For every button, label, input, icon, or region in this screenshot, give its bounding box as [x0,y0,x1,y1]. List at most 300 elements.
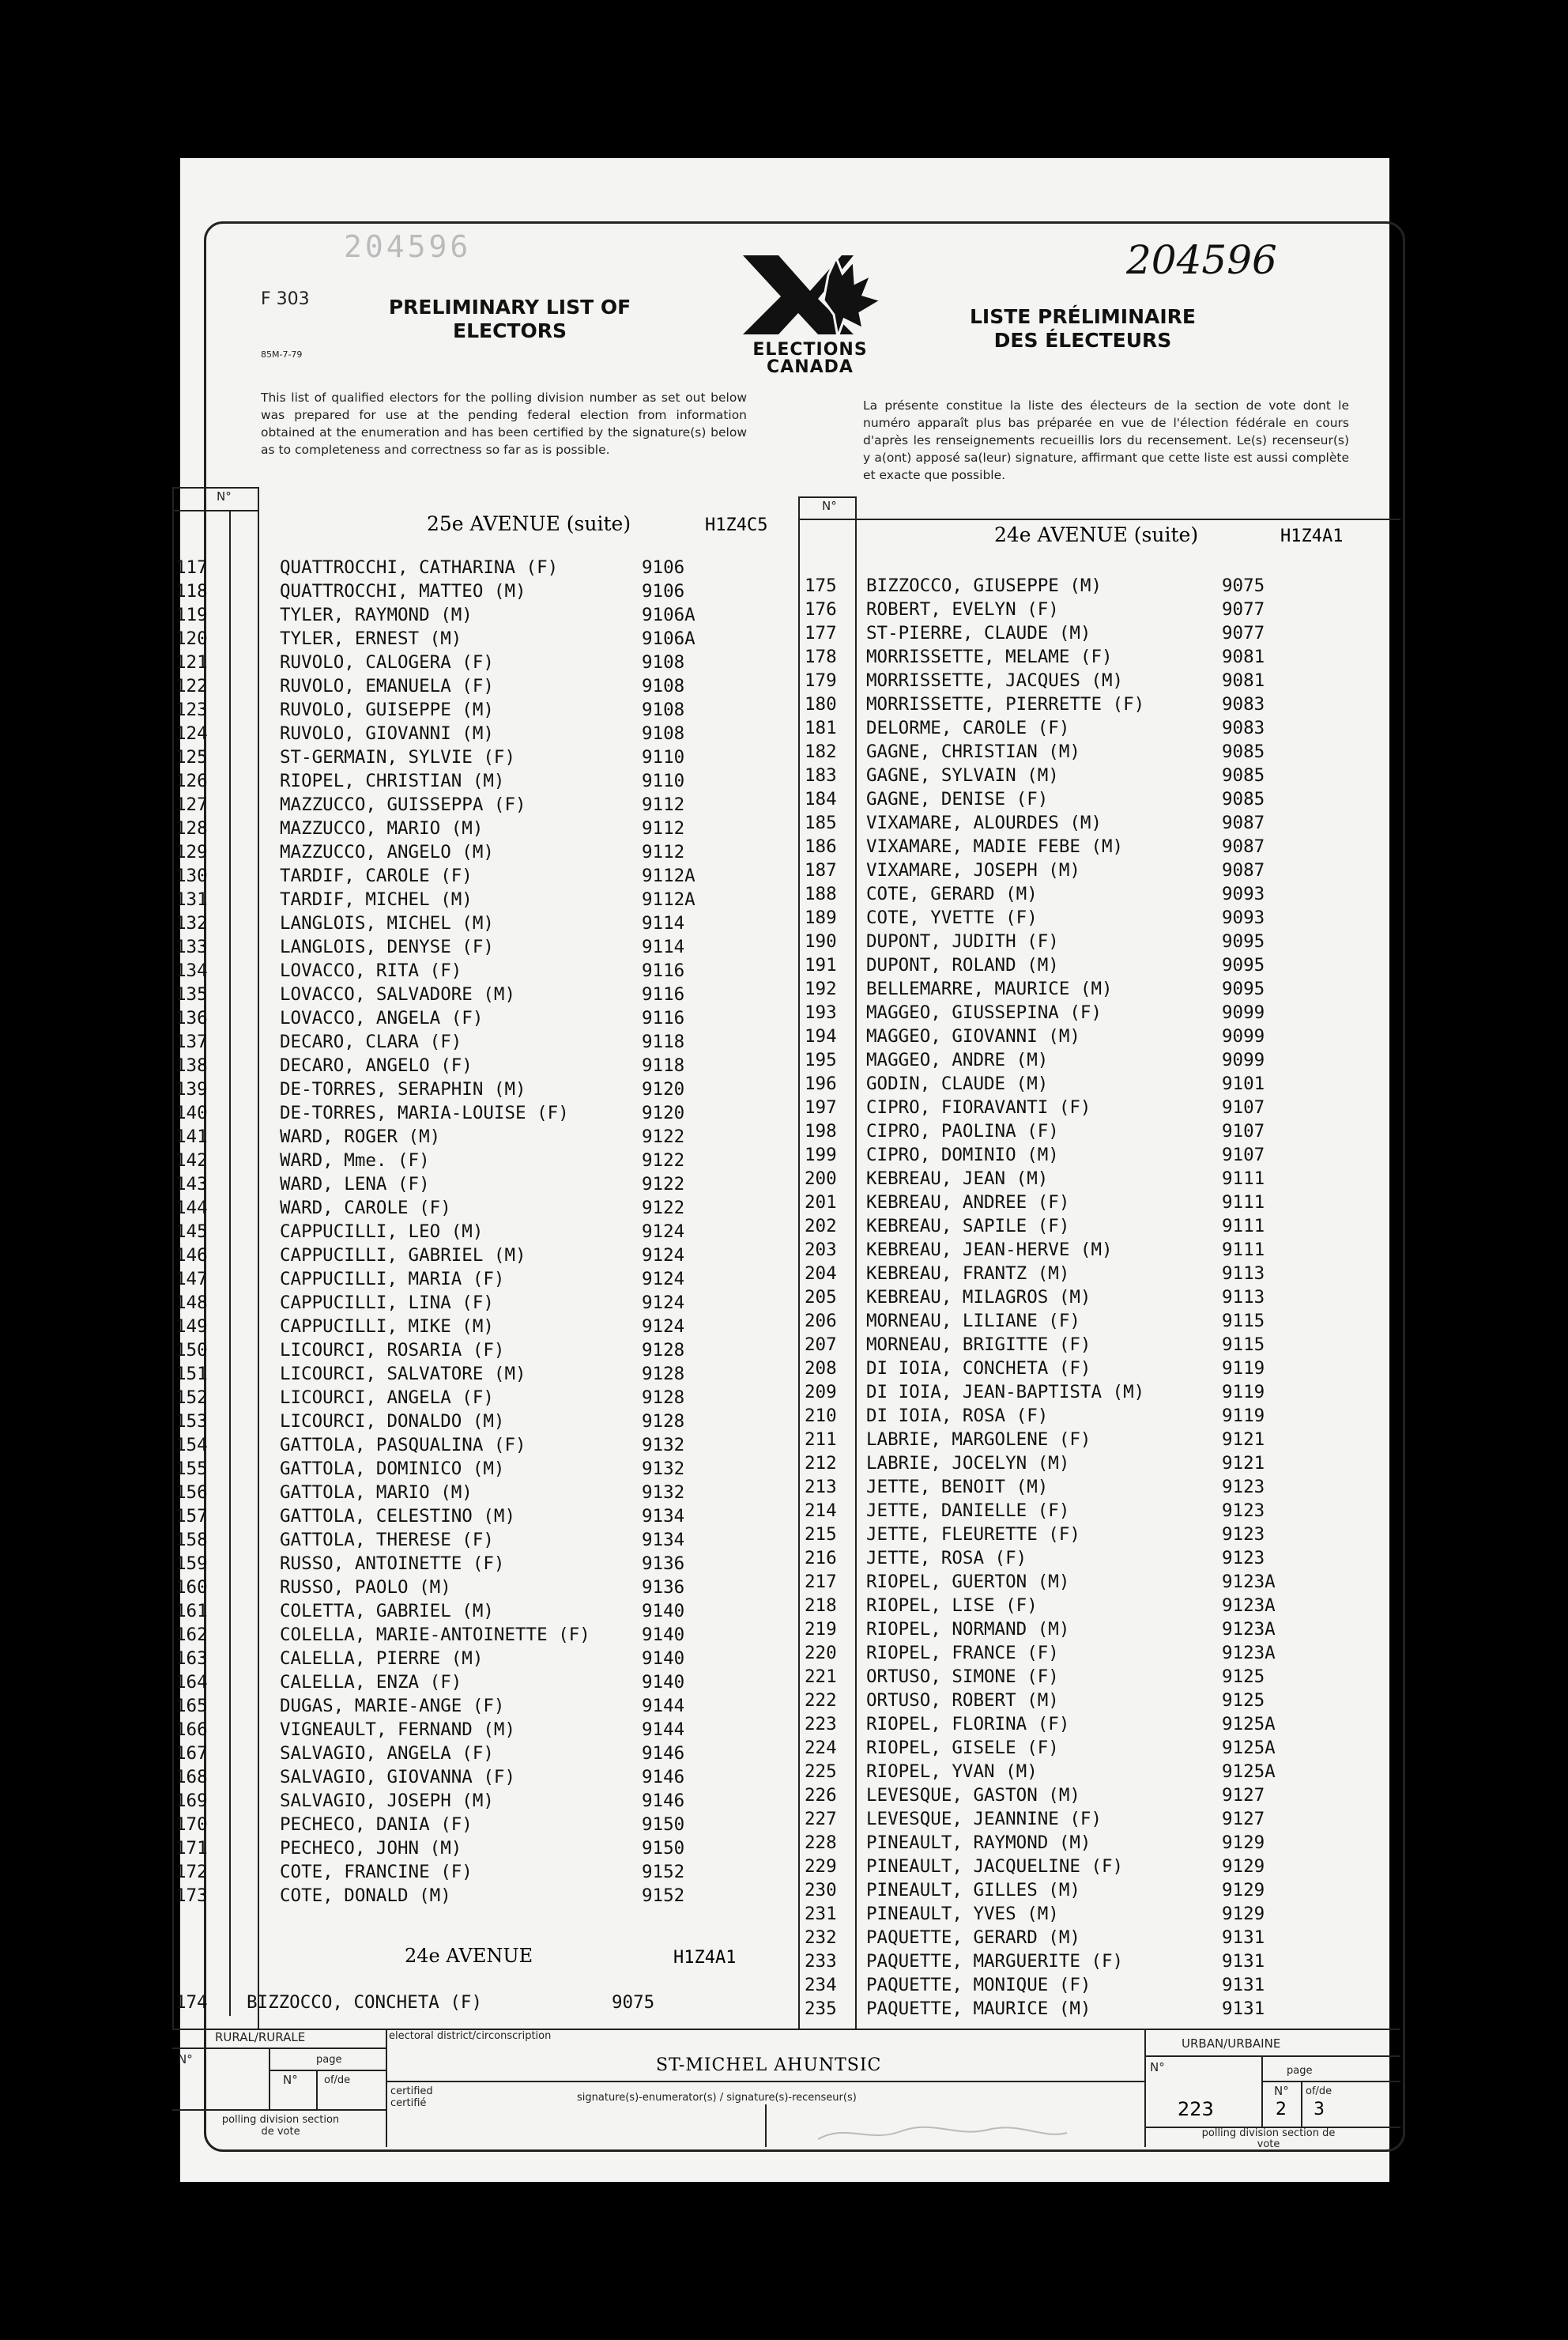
elector-name: COTE, FRANCINE (F) [280,1862,473,1882]
elector-address: 9115 [1222,1334,1265,1355]
elector-name: GAGNE, CHRISTIAN (M) [866,742,1080,762]
elector-address: 9134 [642,1506,685,1527]
elector-number: 222 [805,1690,837,1711]
signature-label: signature(s)-enumerator(s) / signature(s)-recenseur(s) [577,2092,857,2104]
elector-row [805,1665,1389,1689]
elector-address: 9124 [642,1293,685,1313]
elector-name: WARD, LENA (F) [280,1174,430,1195]
urban-label: URBAN/URBAINE [1182,2036,1281,2051]
elector-name: PAQUETTE, MAURICE (M) [866,1998,1091,2019]
elector-number: 207 [805,1334,837,1355]
elector-number: 117 [175,557,208,578]
elector-row [175,1789,800,1813]
elector-number: 131 [175,889,208,910]
elector-name: MORRISSETTE, PIERRETTE (F) [866,694,1145,715]
elector-name: LICOURCI, ROSARIA (F) [280,1340,505,1361]
elector-row [175,793,800,817]
elector-address: 9114 [642,937,685,957]
elector-name: PECHECO, JOHN (M) [280,1838,462,1859]
elector-number: 154 [175,1435,208,1455]
rule [172,2029,1400,2030]
elector-row [805,598,1389,621]
elector-name: LABRIE, MARGOLENE (F) [866,1429,1091,1450]
elector-name: LANGLOIS, MICHEL (M) [280,913,494,934]
elector-address: 9122 [642,1174,685,1195]
elector-address: 9122 [642,1127,685,1147]
elector-name: GODIN, CLAUDE (M) [866,1074,1049,1094]
elector-address: 9146 [642,1767,685,1787]
elector-row [175,959,800,983]
urban-page-label: page [1287,2065,1313,2077]
elector-address: 9128 [642,1387,685,1408]
elector-number: 152 [175,1387,208,1408]
rule [172,487,259,489]
elector-address: 9095 [1222,955,1265,976]
elector-number: 223 [805,1714,837,1734]
elector-name: QUATTROCCHI, CATHARINA (F) [280,557,559,578]
elector-number: 168 [175,1767,208,1787]
elector-name: MORRISSETTE, JACQUES (M) [866,670,1124,691]
elector-address: 9140 [642,1648,685,1669]
elector-row [805,1357,1389,1380]
elector-name: MAGGEO, GIUSSEPINA (F) [866,1002,1102,1023]
elector-address: 9127 [1222,1809,1265,1829]
electoral-district: ST-MICHEL AHUNTSIC [656,2055,882,2075]
elector-address: 9119 [1222,1382,1265,1402]
elector-address: 9125A [1222,1714,1276,1734]
elector-row [175,769,800,793]
elector-row [805,1973,1389,1997]
elector-row [175,1765,800,1789]
elector-number: 167 [175,1743,208,1764]
elector-number: 166 [175,1719,208,1740]
elector-address: 9131 [1222,1998,1265,2019]
elector-row [175,1101,800,1125]
elector-row [175,556,800,579]
elector-row [175,983,800,1006]
elector-row [175,888,800,911]
elector-row [805,1214,1389,1238]
elector-number: 204 [805,1263,837,1284]
elector-name: JETTE, BENOIT (M) [866,1477,1049,1497]
elector-number: 199 [805,1145,837,1165]
rule [172,2048,386,2049]
elector-row [175,1362,800,1386]
left-elector-list [175,556,800,1908]
elector-row [175,1410,800,1433]
elector-address: 9128 [642,1340,685,1361]
elector-number: 183 [805,765,837,786]
elector-row [175,1599,800,1623]
elector-number: 200 [805,1168,837,1189]
elector-name: DECARO, ANGELO (F) [280,1055,473,1076]
elector-number: 139 [175,1079,208,1100]
elector-name: COTE, GERARD (M) [866,884,1038,904]
elector-name: RUSSO, PAOLO (M) [280,1577,451,1598]
elector-number: 235 [805,1998,837,2019]
elector-number: 169 [175,1791,208,1811]
elector-name: RIOPEL, FRANCE (F) [866,1643,1059,1663]
rule [172,2109,386,2111]
elector-address: 9087 [1222,836,1265,857]
elector-name: PAQUETTE, MONIQUE (F) [866,1975,1091,1995]
elector-name: RUVOLO, GIOVANNI (M) [280,723,494,744]
no-header-right: N° [822,499,837,513]
elector-address: 9099 [1222,1026,1265,1047]
elector-name: PINEAULT, JACQUELINE (F) [866,1856,1124,1877]
elector-number: 186 [805,836,837,857]
elector-address: 9113 [1222,1263,1265,1284]
elector-row [175,1813,800,1836]
elector-number: 142 [175,1150,208,1171]
logo-line-2: CANADA [767,357,854,377]
elector-address: 9077 [1222,623,1265,644]
elector-name: RUSSO, ANTOINETTE (F) [280,1553,505,1574]
elector-row [805,621,1389,645]
elector-name: TARDIF, CAROLE (F) [280,866,473,886]
elector-address: 9125A [1222,1761,1276,1782]
elector-name: COTE, YVETTE (F) [866,908,1038,928]
handwritten-serial: 204596 [1126,237,1277,283]
elector-name: MORNEAU, BRIGITTE (F) [866,1334,1091,1355]
elector-address: 9132 [642,1459,685,1479]
elector-address: 9112 [642,818,685,839]
elector-row [805,859,1389,882]
elector-number: 232 [805,1927,837,1948]
elector-number: 121 [175,652,208,673]
elector-row [175,1125,800,1149]
elector-name: BELLEMARRE, MAURICE (M) [866,979,1113,999]
elector-address: 9121 [1222,1453,1265,1474]
elector-row [805,1546,1389,1570]
elector-row [805,645,1389,669]
elector-name: JETTE, DANIELLE (F) [866,1500,1070,1521]
elector-row [805,1570,1389,1594]
rural-no-label: N° [178,2052,193,2066]
elector-row [175,603,800,627]
polling-division-label: polling division section de vote [221,2114,340,2138]
elector-name: ROBERT, EVELYN (F) [866,599,1059,620]
urban-of-label: of/de [1306,2085,1332,2097]
form-code: 85M-7-79 [261,349,303,360]
elector-address: 9119 [1222,1358,1265,1379]
right-street-header: 24e AVENUE (suite) [994,523,1199,546]
elector-row [175,1623,800,1647]
elector-number: 150 [175,1340,208,1361]
elector-address: 9127 [1222,1785,1265,1806]
elector-row [175,1991,800,2014]
elector-address: 9128 [642,1411,685,1432]
elector-row [175,1196,800,1220]
elector-row [175,911,800,935]
elector-address: 9112 [642,794,685,815]
elector-row [805,1807,1389,1831]
elector-name: SALVAGIO, JOSEPH (M) [280,1791,494,1811]
elector-name: SALVAGIO, ANGELA (F) [280,1743,494,1764]
elector-name: CALELLA, PIERRE (M) [280,1648,484,1669]
elector-row [805,1855,1389,1878]
elector-name: VIXAMARE, ALOURDES (M) [866,813,1102,833]
elector-name: PECHECO, DANIA (F) [280,1814,473,1835]
elector-row [805,1617,1389,1641]
elector-address: 9085 [1222,765,1265,786]
elector-name: MAZZUCCO, ANGELO (M) [280,842,494,862]
elector-name: RUVOLO, GUISEPPE (M) [280,700,494,720]
elector-name: LEVESQUE, JEANNINE (F) [866,1809,1102,1829]
elector-name: WARD, CAROLE (F) [280,1198,451,1218]
elector-number: 157 [175,1506,208,1527]
elector-name: KEBREAU, JEAN (M) [866,1168,1049,1189]
elector-address: 9125 [1222,1690,1265,1711]
elector-number: 195 [805,1050,837,1070]
elector-number: 209 [805,1382,837,1402]
elector-address: 9131 [1222,1975,1265,1995]
elector-name: LOVACCO, RITA (F) [280,961,462,981]
elector-address: 9110 [642,747,685,768]
elector-number: 187 [805,860,837,881]
elector-name: CIPRO, FIORAVANTI (F) [866,1097,1091,1118]
elector-address: 9110 [642,771,685,791]
elector-address: 9136 [642,1553,685,1574]
elector-row [805,787,1389,811]
elector-number: 123 [175,700,208,720]
elector-number: 120 [175,628,208,649]
elector-row [175,1694,800,1718]
elector-name: LEVESQUE, GASTON (M) [866,1785,1080,1806]
elector-address: 9106 [642,557,685,578]
elector-number: 216 [805,1548,837,1568]
elector-row [805,1001,1389,1025]
elector-number: 196 [805,1074,837,1094]
elector-row [805,835,1389,859]
elector-address: 9144 [642,1696,685,1716]
elector-name: KEBREAU, FRANTZ (M) [866,1263,1070,1284]
elector-name: QUATTROCCHI, MATTEO (M) [280,581,526,602]
elector-row [805,1167,1389,1191]
elector-address: 9118 [642,1055,685,1076]
elector-address: 9136 [642,1577,685,1598]
elector-number: 182 [805,742,837,762]
elector-address: 9087 [1222,860,1265,881]
elector-number: 228 [805,1832,837,1853]
elector-row [175,1860,800,1884]
elector-name: MORNEAU, LILIANE (F) [866,1311,1080,1331]
elector-name: JETTE, FLEURETTE (F) [866,1524,1080,1545]
elector-number: 184 [805,789,837,810]
elector-address: 9093 [1222,884,1265,904]
elector-number: 197 [805,1097,837,1118]
elector-row [175,1054,800,1078]
elector-number: 148 [175,1293,208,1313]
elector-number: 208 [805,1358,837,1379]
rule [800,496,855,498]
elector-number: 119 [175,605,208,625]
elector-row [175,1576,800,1599]
elector-number: 217 [805,1572,837,1592]
elector-name: VIGNEAULT, FERNAND (M) [280,1719,516,1740]
elector-address: 9152 [642,1885,685,1906]
rule [269,2048,270,2111]
elector-name: BIZZOCCO, GIUSEPPE (M) [866,576,1102,596]
elector-address: 9095 [1222,979,1265,999]
elector-number: 212 [805,1453,837,1474]
polling-division-number: 223 [1178,2098,1214,2120]
rule [1261,2081,1400,2082]
elector-address: 9106A [642,605,695,625]
elector-address: 9144 [642,1719,685,1740]
elector-address: 9111 [1222,1216,1265,1236]
elector-number: 124 [175,723,208,744]
elector-address: 9124 [642,1269,685,1289]
rule [386,2029,387,2147]
page-number: 2 [1276,2100,1287,2119]
elector-row [175,1291,800,1315]
title-en: PRELIMINARY LIST OF ELECTORS [388,296,631,342]
elector-name: DUPONT, ROLAND (M) [866,955,1059,976]
urban-page-no-label: N° [1274,2084,1289,2098]
elector-row [175,1836,800,1860]
elector-row [805,1119,1389,1143]
elector-row [175,722,800,745]
elector-number: 220 [805,1643,837,1663]
elector-row [175,1457,800,1481]
no-header-left: N° [217,489,232,504]
elector-number: 215 [805,1524,837,1545]
elector-name: CAPPUCILLI, MIKE (M) [280,1316,494,1337]
elector-number: 211 [805,1429,837,1450]
elector-address: 9132 [642,1435,685,1455]
elector-row [805,906,1389,930]
elector-row [175,1078,800,1101]
elector-address: 9120 [642,1079,685,1100]
elector-name: KEBREAU, JEAN-HERVE (M) [866,1240,1113,1260]
elector-number: 130 [175,866,208,886]
elector-name: LANGLOIS, DENYSE (F) [280,937,494,957]
elector-row [175,1552,800,1576]
elector-number: 173 [175,1885,208,1906]
elector-number: 227 [805,1809,837,1829]
elector-address: 9112A [642,866,695,886]
elector-number: 149 [175,1316,208,1337]
elector-address: 9085 [1222,789,1265,810]
elector-address: 9122 [642,1198,685,1218]
elector-row [805,1096,1389,1119]
elector-row [805,1783,1389,1807]
elector-row [805,1072,1389,1096]
elector-address: 9132 [642,1482,685,1503]
elector-address: 9120 [642,1103,685,1123]
elector-number: 143 [175,1174,208,1195]
elector-name: RIOPEL, FLORINA (F) [866,1714,1070,1734]
elector-name: RUVOLO, EMANUELA (F) [280,676,494,696]
elector-name: DE-TORRES, SERAPHIN (M) [280,1079,526,1100]
elector-row [805,1902,1389,1926]
elector-address: 9140 [642,1625,685,1645]
elector-name: LOVACCO, SALVADORE (M) [280,984,516,1005]
elector-row [805,669,1389,693]
rule [765,2104,767,2147]
elector-row [175,1884,800,1908]
rule [386,2081,1144,2082]
elector-number: 140 [175,1103,208,1123]
elector-name: CALELLA, ENZA (F) [280,1672,462,1693]
rule [269,2070,386,2071]
elector-name: COLELLA, MARIE-ANTOINETTE (F) [280,1625,590,1645]
left-sub-postal-code: H1Z4A1 [673,1948,737,1968]
elector-address: 9101 [1222,1074,1265,1094]
elector-name: MAZZUCCO, GUISSEPPA (F) [280,794,526,815]
form-number: F 303 [261,289,310,309]
urban-polling-division-label: polling division section de vote [1201,2127,1336,2150]
elector-name: VIXAMARE, MADIE FEBE (M) [866,836,1124,857]
elector-number: 159 [175,1553,208,1574]
elector-row [805,1949,1389,1973]
rule [316,2070,318,2111]
elector-address: 9146 [642,1743,685,1764]
elector-row [805,1878,1389,1902]
elector-number: 214 [805,1500,837,1521]
elector-row [805,953,1389,977]
elector-name: LABRIE, JOCELYN (M) [866,1453,1070,1474]
elector-row [175,1742,800,1765]
elector-name: LOVACCO, ANGELA (F) [280,1008,484,1028]
elector-number: 231 [805,1904,837,1924]
elector-address: 9122 [642,1150,685,1171]
elector-number: 158 [175,1530,208,1550]
elector-row [175,579,800,603]
elector-address: 9129 [1222,1832,1265,1853]
elector-name: LICOURCI, SALVATORE (M) [280,1364,526,1384]
elector-name: GATTOLA, CELESTINO (M) [280,1506,516,1527]
elector-row [805,811,1389,835]
elector-address: 9123 [1222,1477,1265,1497]
elector-number: 226 [805,1785,837,1806]
title-fr: LISTE PRÉLIMINAIRE DES ÉLECTEURS [969,305,1197,352]
elector-name: CIPRO, DOMINIO (M) [866,1145,1059,1165]
elector-address: 9123A [1222,1643,1276,1663]
elector-number: 194 [805,1026,837,1047]
elector-row [805,1309,1389,1333]
elector-name: PAQUETTE, MARGUERITE (F) [866,1951,1124,1972]
elector-name: PAQUETTE, GERARD (M) [866,1927,1080,1948]
elector-name: ORTUSO, ROBERT (M) [866,1690,1059,1711]
elector-row [805,1641,1389,1665]
rule [1301,2081,1302,2127]
elector-row [805,1428,1389,1451]
elector-number: 160 [175,1577,208,1598]
elector-row [805,1404,1389,1428]
elector-name: GATTOLA, PASQUALINA (F) [280,1435,526,1455]
elector-row [175,935,800,959]
rule [172,510,259,511]
elector-number: 213 [805,1477,837,1497]
elector-number: 138 [175,1055,208,1076]
elector-number: 225 [805,1761,837,1782]
elector-name: DI IOIA, CONCHETA (F) [866,1358,1091,1379]
elector-row [175,840,800,864]
elector-number: 179 [805,670,837,691]
elector-address: 9108 [642,723,685,744]
elector-row [175,1030,800,1054]
right-elector-list [805,574,1389,2021]
elector-address: 9119 [1222,1406,1265,1426]
elector-address: 9099 [1222,1050,1265,1070]
elector-row [805,977,1389,1001]
elector-name: CAPPUCILLI, LEO (M) [280,1221,484,1242]
elector-address: 9123A [1222,1572,1276,1592]
elector-name: DE-TORRES, MARIA-LOUISE (F) [280,1103,569,1123]
elector-row [805,1380,1389,1404]
